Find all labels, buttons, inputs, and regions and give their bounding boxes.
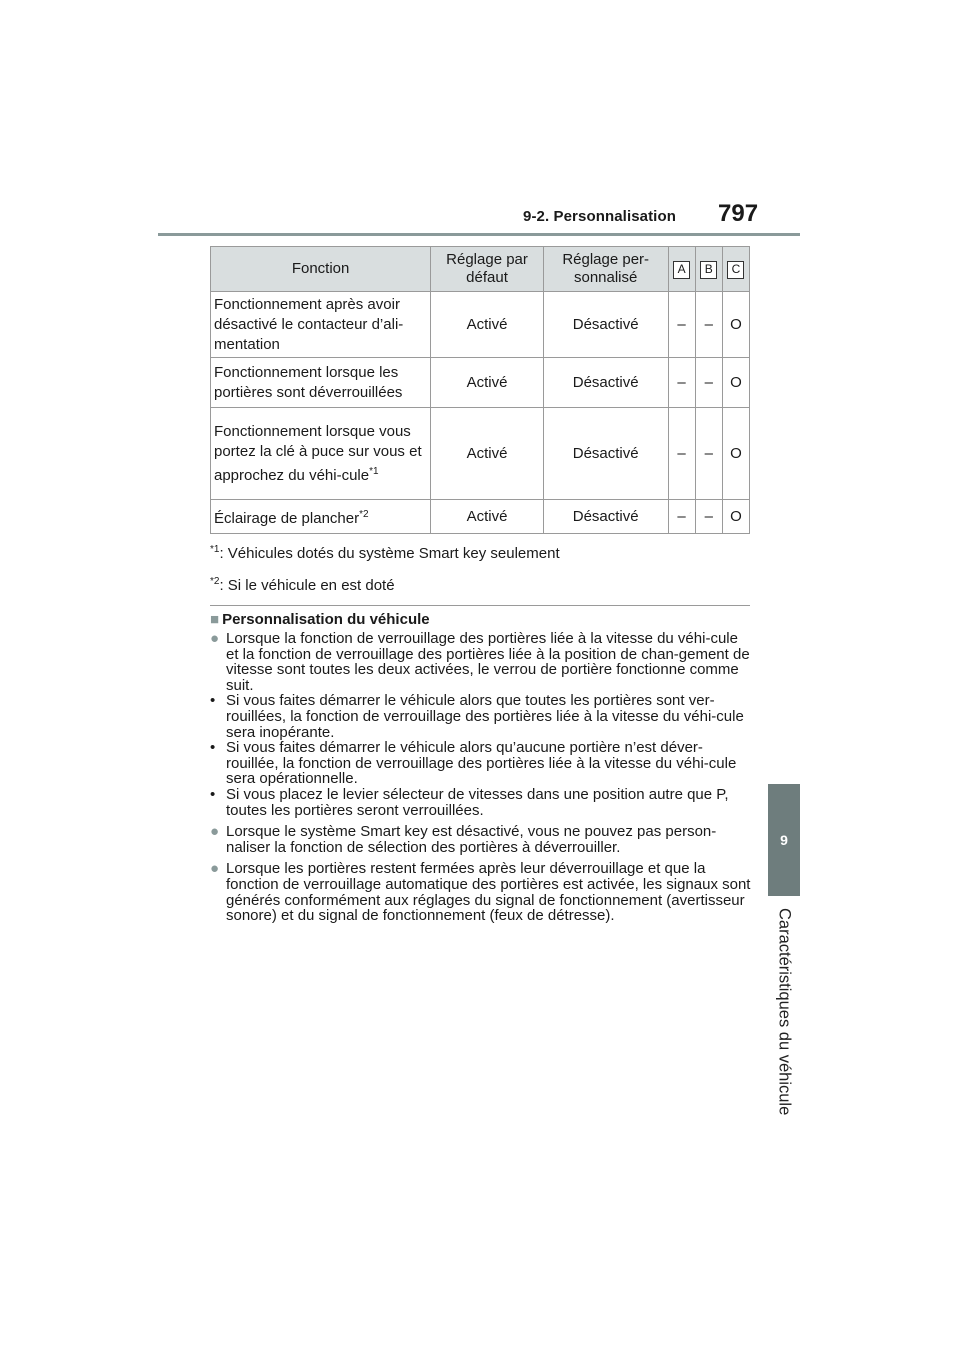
cell-c: O (722, 358, 749, 408)
header-a (668, 247, 695, 292)
cell-custom: Désactivé (543, 358, 668, 408)
footnote (210, 541, 560, 563)
cell-a: – (668, 408, 695, 500)
bullet-item (210, 631, 752, 693)
cell-b: – (695, 292, 722, 358)
sub-item (210, 787, 752, 818)
table-row (211, 408, 750, 500)
header-rule (158, 233, 800, 236)
cell-custom: Désactivé (543, 292, 668, 358)
footnote-mark: *1 (210, 544, 220, 555)
section-heading-text: Personnalisation du véhicule (222, 611, 430, 628)
sub-bullet-mark: • (210, 785, 216, 803)
square-bullet-icon: ■ (210, 611, 220, 628)
cell-c: O (722, 292, 749, 358)
section-body (210, 631, 752, 930)
cell-function: Fonctionnement après avoir désactivé le contacteur d’ali-mentation (211, 292, 431, 358)
chapter-number: 9 (780, 832, 788, 848)
cell-function (211, 408, 431, 500)
boxed-letter-c: C (727, 261, 744, 279)
page-number: 797 (718, 200, 759, 227)
cell-custom: Désactivé (543, 500, 668, 534)
boxed-letter-a: A (673, 261, 690, 279)
header-custom: Réglage per-sonnalisé (543, 247, 668, 292)
cell-function: Fonctionnement lorsque les portières sont déverrouillées (211, 358, 431, 408)
cell-b: – (695, 408, 722, 500)
sub-bullet-mark: • (210, 739, 216, 757)
sub-list (210, 693, 752, 818)
cell-b: – (695, 358, 722, 408)
cell-b: – (695, 500, 722, 534)
cell-custom: Désactivé (543, 408, 668, 500)
sub-item (210, 693, 752, 740)
cell-a: – (668, 292, 695, 358)
bullet-item (210, 824, 752, 855)
cell-c: O (722, 500, 749, 534)
cell-c: O (722, 408, 749, 500)
cell-default: Activé (431, 358, 544, 408)
settings-table (210, 246, 750, 534)
bullet-text: Lorsque la fonction de verrouillage des portières liée à la vitesse du véhi-cule et la fonction de verrouillage des portières liée à la position de chan-gement de vitesse sont toutes les deux activées, le verrou de portière fonctionne comme suit. (226, 630, 750, 694)
bullet-text: Lorsque les portières restent fermées après leur déverrouillage et que la fonction de verrouillage automatique des portières est activée, les signaux sont générés conformément aux réglages du signal de fonctionnement (avertisseur sonore) et du signal de fonctionnement (feux de détresse). (226, 860, 751, 925)
bullet-text: Lorsque le système Smart key est désactivé, vous ne pouvez pas person-naliser la fonction de sélection des portières à déverrouiller. (226, 823, 717, 856)
chapter-title: Caractéristiques du véhicule (775, 908, 794, 1116)
sub-item-text: Si vous faites démarrer le véhicule alors qu’aucune portière n’est déver-rouillée, la fonction de verrouillage des portières liée à la vitesse du véhi-cule sera opérationnelle. (226, 739, 737, 788)
table-row (211, 292, 750, 358)
footnote-ref: *1 (369, 465, 379, 477)
cell-a: – (668, 358, 695, 408)
cell-default: Activé (431, 408, 544, 500)
function-text: Éclairage de plancher (214, 509, 360, 527)
section-divider (210, 605, 750, 606)
header-c (722, 247, 749, 292)
footnote-ref: *2 (359, 508, 369, 520)
cell-a: – (668, 500, 695, 534)
chapter-tab (768, 784, 800, 896)
table-header-row (211, 247, 750, 292)
circle-bullet-icon: ● (210, 823, 220, 841)
section-title: 9-2. Personnalisation (523, 208, 676, 225)
section-heading (210, 611, 430, 628)
sub-bullet-mark: • (210, 692, 216, 710)
sub-item-text: Si vous placez le levier sélecteur de vitesses dans une position autre que P, toutes les portières seront verrouillées. (226, 785, 729, 819)
sub-item (210, 740, 752, 787)
header-function: Fonction (211, 247, 431, 292)
footnote-text: : Si le véhicule en est doté (219, 577, 395, 594)
boxed-letter-b: B (700, 261, 717, 279)
function-text: Fonctionnement lorsque vous portez la clé à puce sur vous et approchez du véhi-cule (214, 422, 422, 484)
header-b (695, 247, 722, 292)
footnote-text: : Véhicules dotés du système Smart key seulement (219, 545, 560, 562)
cell-function (211, 500, 431, 534)
table-row (211, 358, 750, 408)
circle-bullet-icon: ● (210, 630, 220, 647)
cell-default: Activé (431, 292, 544, 358)
sub-item-text: Si vous faites démarrer le véhicule alors que toutes les portières sont ver-rouillées, la fonction de verrouillage des portières liée à la vitesse du véhi-cule sera inopérante. (226, 692, 744, 741)
table-row (211, 500, 750, 534)
footnote (210, 573, 560, 595)
bullet-item (210, 861, 752, 923)
footnote-mark: *2 (210, 576, 220, 587)
footnotes (210, 541, 560, 605)
cell-default: Activé (431, 500, 544, 534)
circle-bullet-icon: ● (210, 860, 220, 878)
header-default: Réglage par défaut (431, 247, 544, 292)
